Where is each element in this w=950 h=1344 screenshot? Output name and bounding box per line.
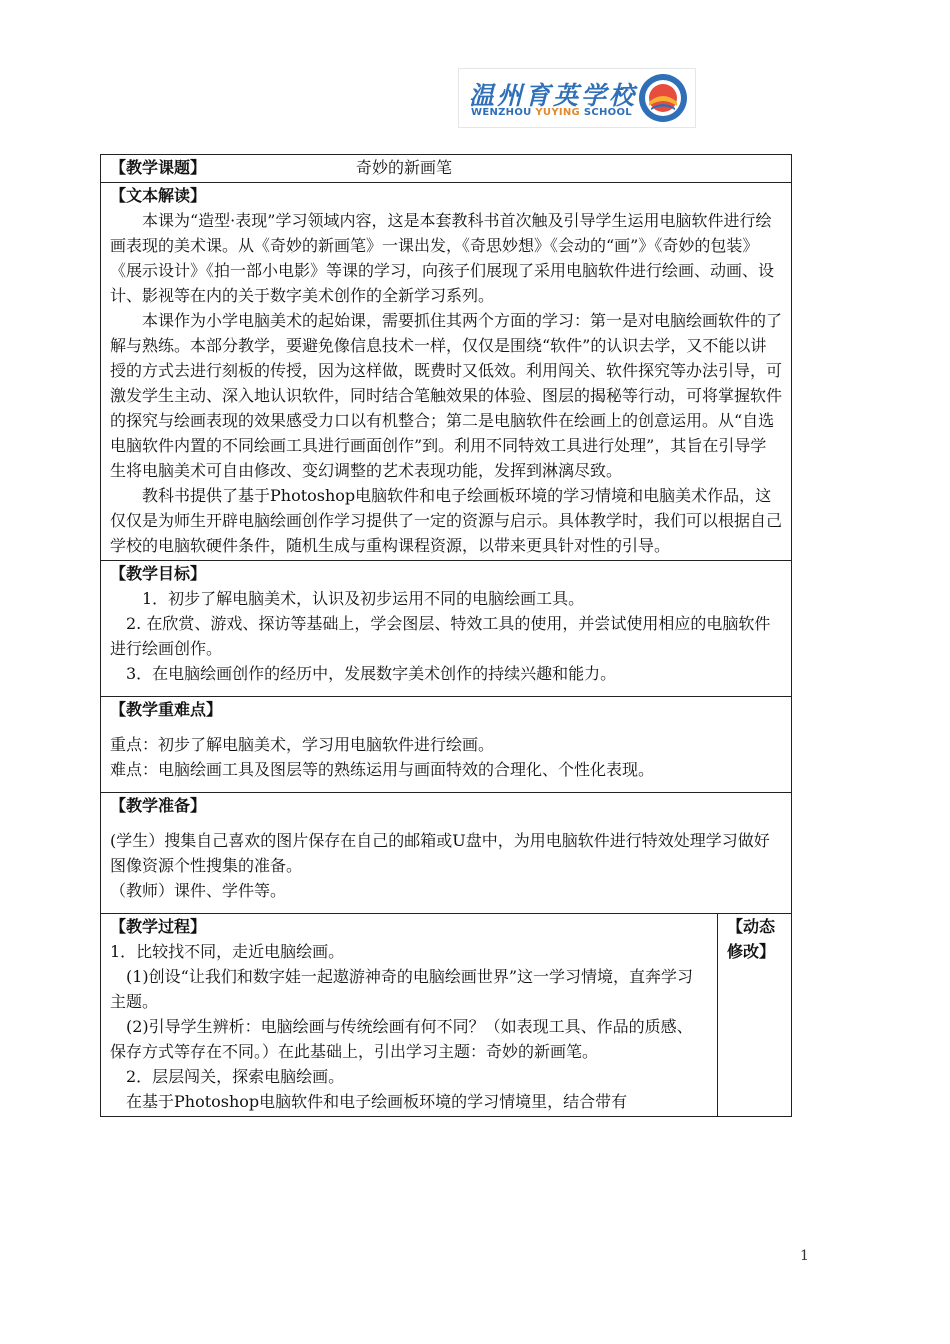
- process-label: 【教学过程】: [110, 917, 207, 936]
- goal-item: 3．在电脑绘画创作的经历中，发展数字美术创作的持续兴趣和能力。: [126, 664, 617, 683]
- process-item: 在基于Photoshop电脑软件和电子绘画板环境的学习情境里，结合带有: [126, 1092, 628, 1111]
- goal-item: 1．初步了解电脑美术，认识及初步运用不同的电脑绘画工具。: [142, 589, 585, 608]
- keypoint-item: 重点：初步了解电脑美术，学习用电脑软件进行绘画。: [110, 735, 495, 754]
- process-item: 1．比较找不同，走近电脑绘画。: [110, 942, 345, 961]
- preparation-item: （教师）课件、学件等。: [110, 881, 287, 900]
- page-number: 1: [800, 1248, 809, 1264]
- side-label-line: 【动态: [727, 917, 776, 936]
- logo-chinese-name: 温州育英学校: [469, 81, 638, 110]
- keypoints-row: [101, 697, 792, 793]
- title-row: [101, 155, 792, 183]
- text-analysis-row: [101, 183, 792, 561]
- text-paragraph: 本课为“造型·表现”学习领域内容，这是本套教科书首次触及引导学生运用电脑软件进行绘画表现的美术课。从《奇妙的新画笔》一课出发，《奇思妙想》《会动的“画”》《奇妙的包装》《展示设计》《拍一部小电影》等课的学习，向孩子们展现了采用电脑软件进行绘画、动画、设计、影视等在内的关于数字美术创作的全新学习系列。: [110, 211, 775, 305]
- text-analysis-label: 【文本解读】: [110, 186, 207, 205]
- goal-item: 2. 在欣赏、游戏、探访等基础上，学会图层、特效工具的使用，并尝试使用相应的电脑软件进行绘画创作。: [110, 614, 771, 658]
- school-emblem-icon: [637, 72, 689, 124]
- preparation-label: 【教学准备】: [110, 796, 207, 815]
- preparation-row: [101, 793, 792, 914]
- logo-english-name: WENZHOU YUYING SCHOOL: [471, 107, 632, 118]
- title-label: 【教学课题】: [110, 158, 207, 177]
- course-title: 奇妙的新画笔: [356, 158, 453, 177]
- side-label-line: 修改】: [727, 942, 776, 961]
- dynamic-revision-cell: [718, 914, 792, 1117]
- text-paragraph: 教科书提供了基于Photoshop电脑软件和电子绘画板环境的学习情境和电脑美术作品，这仅仅是为师生开辟电脑绘画创作学习提供了一定的资源与启示。具体教学时，我们可以根据自己学校的电脑软硬件条件，随机生成与重构课程资源，以带来更具针对性的引导。: [110, 486, 783, 555]
- keypoint-item: 难点：电脑绘画工具及图层等的熟练运用与画面特效的合理化、个性化表现。: [110, 760, 655, 779]
- preparation-item: (学生）搜集自己喜欢的图片保存在自己的邮箱或U盘中，为用电脑软件进行特效处理学习做好图像资源个性搜集的准备。: [110, 831, 770, 875]
- text-paragraph: 本课作为小学电脑美术的起始课，需要抓住其两个方面的学习：第一是对电脑绘画软件的了解与熟练。本部分教学，要避免像信息技术一样，仅仅是围绕“软件”的认识去学，又不能以讲授的方式去进行刻板的传授，因为这样做，既费时又低效。利用闯关、软件探究等办法引导，可激发学生主动、深入地认识软件，同时结合笔触效果的体验、图层的揭秘等行动，可将掌握软件的探究与绘画表现的效果感受力口以有机整合；第二是电脑软件在绘画上的创意运用。从“自选电脑软件内置的不同绘画工具进行画面创作”到。利用不同特效工具进行处理”，其旨在引导学生将电脑美术可自由修改、变幻调整的艺术表现功能，发挥到淋漓尽致。: [110, 311, 783, 480]
- school-logo: [458, 68, 696, 128]
- process-row: [101, 914, 792, 1117]
- lesson-plan-table: [100, 154, 792, 1117]
- keypoints-label: 【教学重难点】: [110, 700, 223, 719]
- goals-label: 【教学目标】: [110, 564, 207, 583]
- process-item: (2)引导学生辨析：电脑绘画与传统绘画有何不同？（如表现工具、作品的质感、保存方式等存在不同。）在此基础上，引出学习主题：奇妙的新画笔。: [110, 1017, 693, 1061]
- process-item: (1)创设“让我们和数字娃一起遨游神奇的电脑绘画世界”这一学习情境，直奔学习主题。: [110, 967, 694, 1011]
- process-item: 2．层层闯关，探索电脑绘画。: [126, 1067, 345, 1086]
- goals-row: [101, 561, 792, 697]
